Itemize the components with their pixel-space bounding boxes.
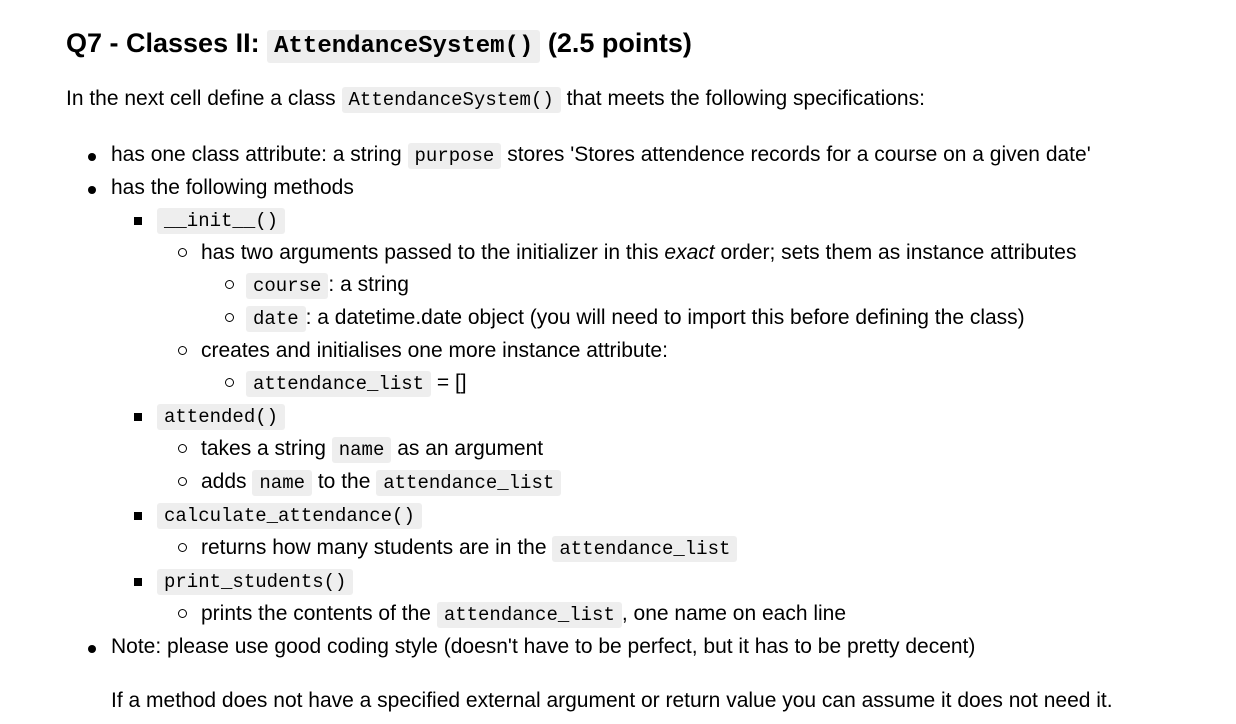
date-code: date	[246, 306, 306, 332]
bullet-square-icon	[134, 413, 142, 421]
takes-after: as an argument	[397, 437, 544, 460]
print-students-method-code: print_students()	[157, 569, 353, 595]
bullet-disc-icon	[88, 186, 96, 194]
bullet-circle-icon	[178, 609, 187, 618]
bullet-square-icon	[134, 578, 142, 586]
attendance-list-code: attendance_list	[437, 602, 622, 628]
init-args-after: order; sets them as instance attributes	[720, 241, 1077, 264]
intro-class-code: AttendanceSystem()	[342, 87, 561, 113]
class-attribute-text	[111, 140, 1091, 171]
attendance-list-code: attendance_list	[552, 536, 737, 562]
bullet-circle-icon	[178, 444, 187, 453]
name-code: name	[332, 437, 392, 463]
title-prefix: Q7 - Classes II:	[66, 28, 260, 58]
init-method-code: __init__()	[157, 208, 285, 234]
attendance-list-code: attendance_list	[376, 470, 561, 496]
bullet-disc-icon	[88, 153, 96, 161]
returns-before: returns how many students are in the	[201, 536, 547, 559]
bullet-circle-icon	[225, 280, 234, 289]
takes-before: takes a string	[201, 437, 326, 460]
bullet-circle-icon	[178, 248, 187, 257]
title-points: (2.5 points)	[547, 28, 692, 58]
calculate-method-code: calculate_attendance()	[157, 503, 422, 529]
attendance-list-value: = []	[436, 371, 467, 394]
footer-paragraph: If a method does not have a specified external argument or return value you can assume it does not need it.	[111, 689, 1113, 712]
title-class-code: AttendanceSystem()	[267, 30, 540, 63]
bullet-square-icon	[134, 217, 142, 225]
note-text: Note: please use good coding style (doesn't have to be perfect, but it has to be pretty decent)	[111, 635, 976, 658]
bullet-disc-icon	[88, 645, 96, 653]
purpose-code: purpose	[408, 143, 502, 169]
prints-after: , one name on each line	[621, 602, 847, 625]
attended-method-code: attended()	[157, 404, 285, 430]
course-desc: : a string	[328, 273, 409, 296]
date-desc: : a datetime.date object (you will need to import this before defining the class)	[305, 306, 1025, 329]
class-attr-after: stores 'Stores attendence records for a course on a given date'	[507, 143, 1091, 166]
bullet-circle-icon	[225, 378, 234, 387]
name-code: name	[252, 470, 312, 496]
intro-text: In the next cell define a class	[66, 87, 336, 110]
question-title	[66, 23, 692, 67]
bullet-circle-icon	[178, 477, 187, 486]
methods-intro-text: has the following methods	[111, 176, 354, 199]
bullet-circle-icon	[225, 313, 234, 322]
attendance-list-code: attendance_list	[246, 371, 431, 397]
intro-paragraph	[66, 84, 925, 115]
adds-before: adds	[201, 470, 247, 493]
prints-before: prints the contents of the	[201, 602, 431, 625]
init-creates-text: creates and initialises one more instance attribute:	[201, 339, 668, 362]
intro-text-after: that meets the following specifications:	[566, 87, 925, 110]
adds-mid: to the	[317, 470, 371, 493]
init-args-before: has two arguments passed to the initializer in this	[201, 241, 659, 264]
bullet-circle-icon	[178, 346, 187, 355]
course-code: course	[246, 273, 328, 299]
bullet-circle-icon	[178, 543, 187, 552]
bullet-square-icon	[134, 512, 142, 520]
init-args-emphasis: exact	[664, 241, 715, 264]
class-attr-before: has one class attribute: a string	[111, 143, 402, 166]
